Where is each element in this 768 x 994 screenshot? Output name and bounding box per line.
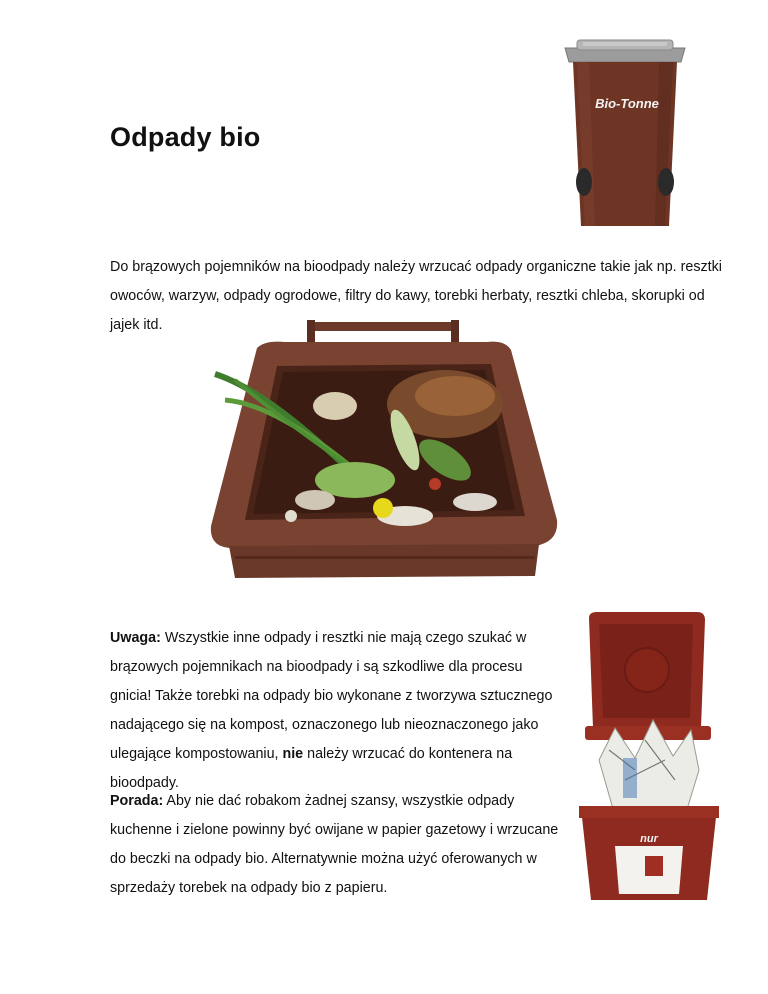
- tip-label: Porada:: [110, 793, 164, 809]
- warning-text-before: Wszystkie inne odpady i resztki nie mają czego szukać w brązowych pojemnikach na bioodpady i są szkodliwe dla procesu gnicia! Także torebki na odpady bio wykonane z tworzywa sztucznego nadającego się na kompost, oznaczonego lub nieoznaczonego jako ulegające kompostowaniu,: [110, 630, 553, 762]
- warning-label: Uwaga:: [110, 630, 161, 646]
- caddy-label: nur: [640, 833, 658, 845]
- bio-tonne-bin-image: [555, 30, 695, 230]
- warning-text-after: należy wrzucać do kontenera na bioodpady.: [110, 746, 513, 791]
- kitchen-caddy-image: [575, 610, 723, 905]
- intro-paragraph: Do brązowych pojemników na bioodpady należy wrzucać odpady organiczne takie jak np. resztki owoców, warzyw, odpady ogrodowe, filtry do kawy, torebki herbaty, resztki chleba, skorupki od jajek itd.: [110, 259, 722, 333]
- warning-paragraph: [110, 624, 566, 798]
- page-title: Odpady bio: [110, 122, 261, 152]
- bin-label: Bio-Tonne: [595, 96, 659, 111]
- open-bin-with-organic-waste-image: [205, 320, 560, 582]
- tip-text: Aby nie dać robakom żadnej szansy, wszystkie odpady kuchenne i zielone powinny być owijane w papier gazetowy i wrzucane do beczki na odpady bio. Alternatywnie można użyć oferowanych w sprzedaży torebek na odpady bio z papieru.: [110, 793, 559, 896]
- warning-emphasis: nie: [282, 746, 304, 762]
- tip-paragraph: [110, 787, 566, 903]
